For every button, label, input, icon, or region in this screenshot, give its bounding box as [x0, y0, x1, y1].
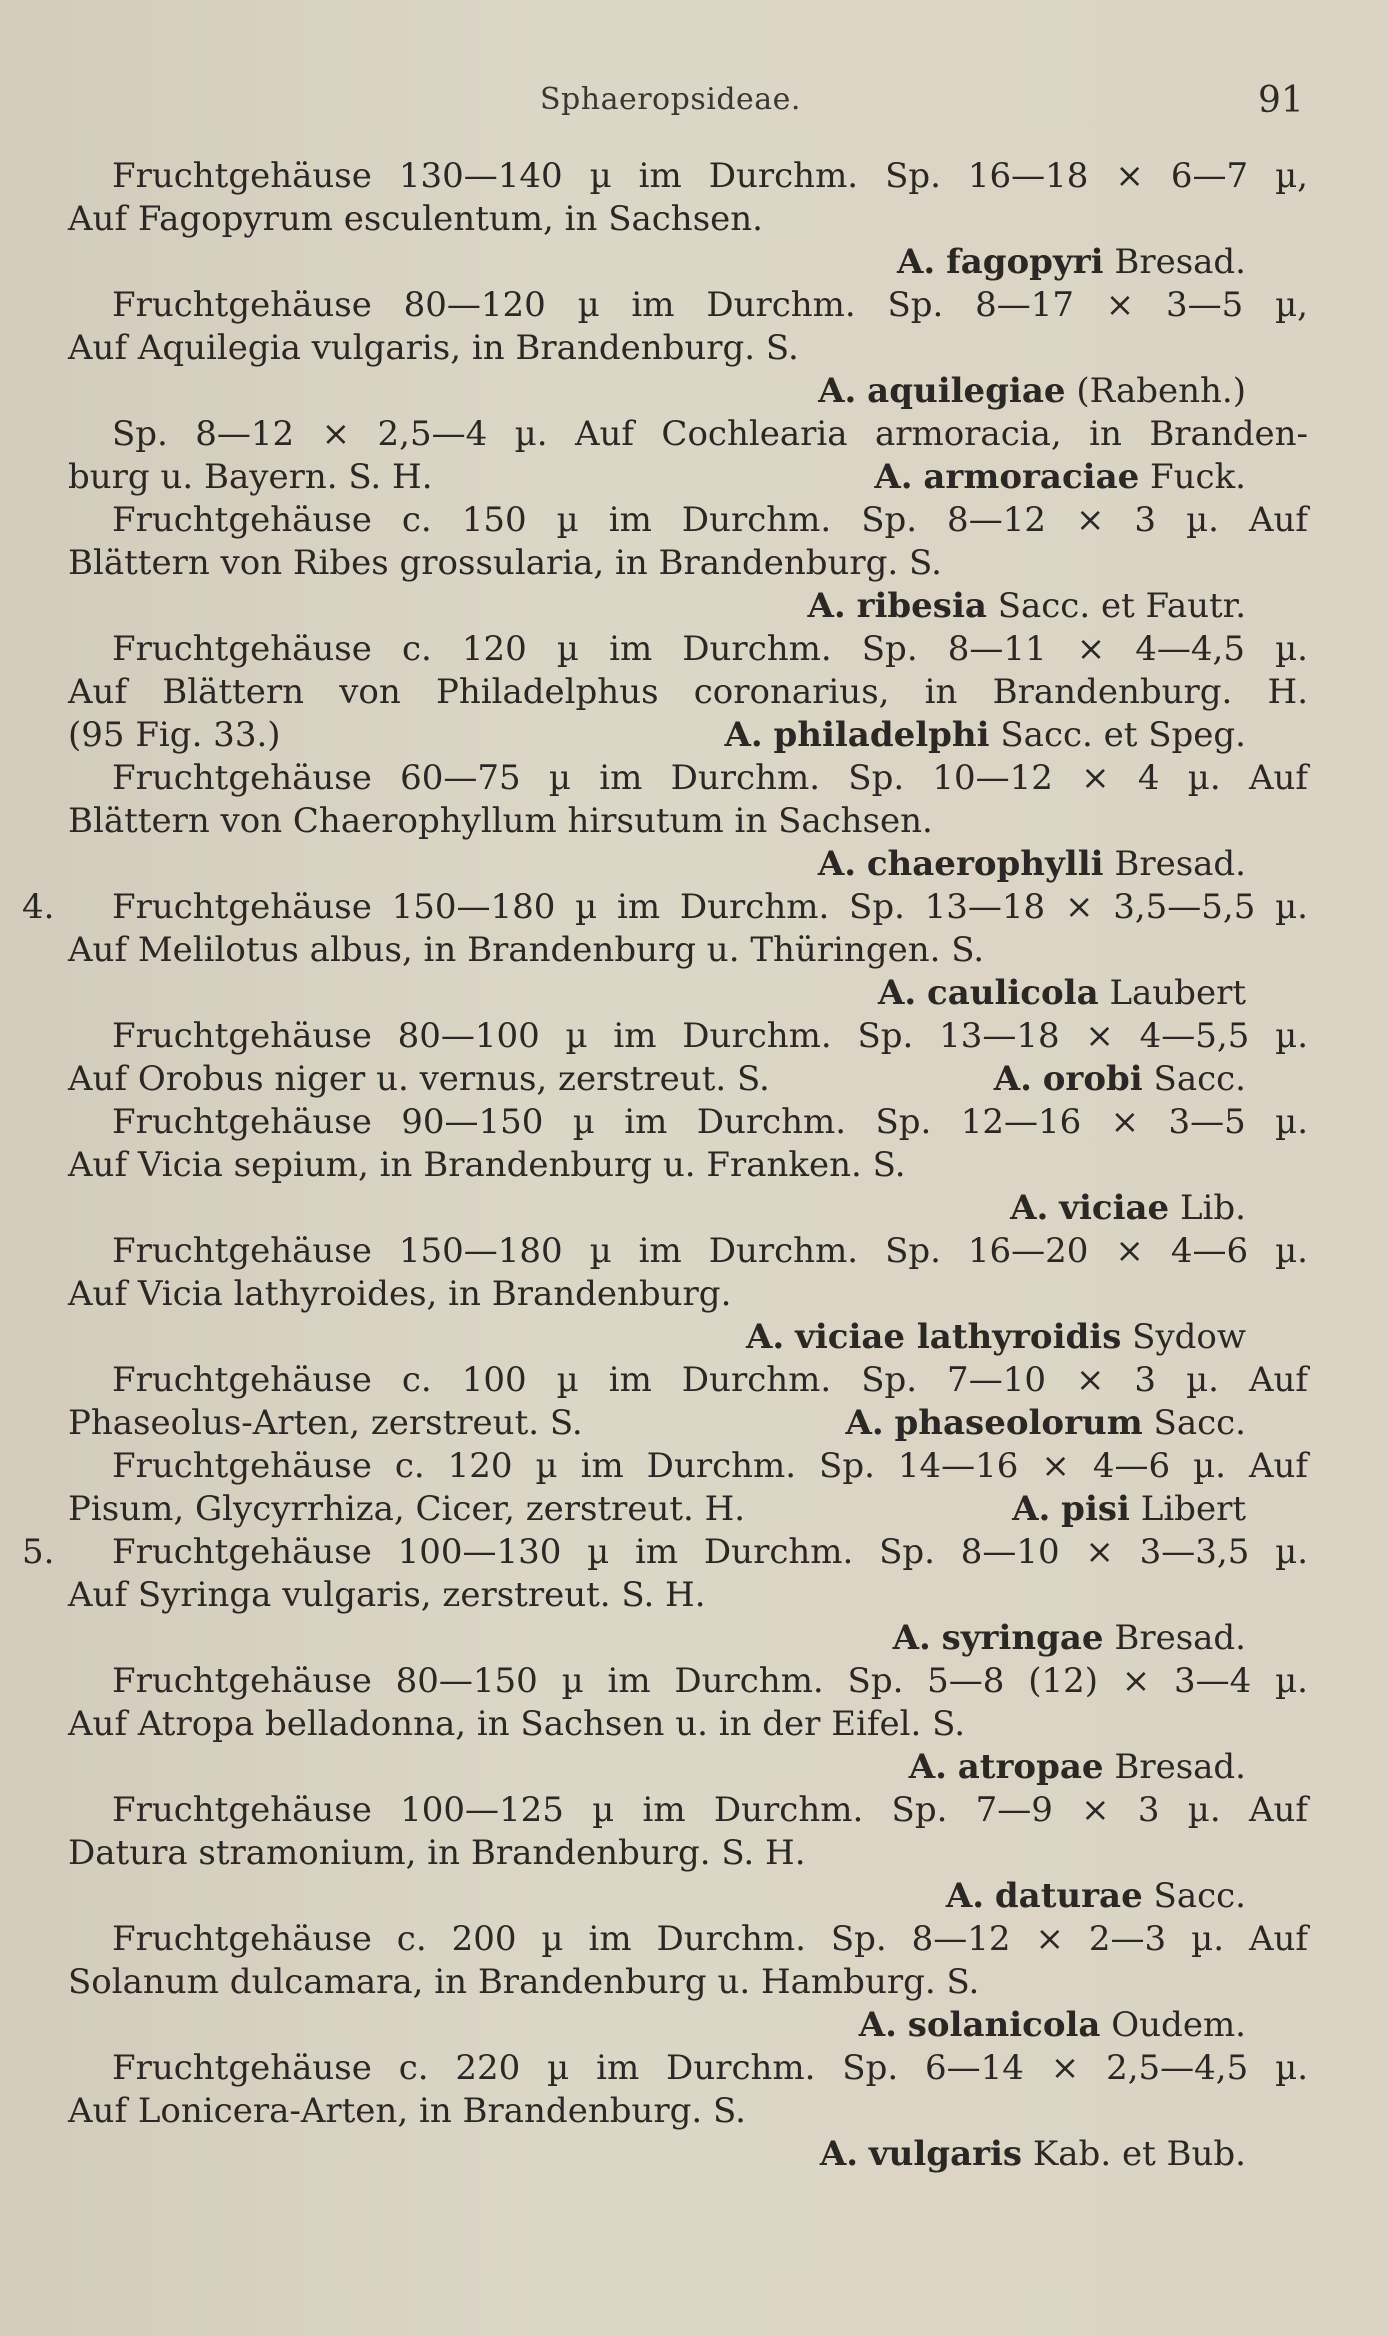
description-text: (95 Fig. 33.)	[68, 715, 281, 755]
species-entry	[68, 1789, 1308, 1918]
species-entry	[68, 628, 1308, 757]
species-author: Lib.	[1179, 1188, 1246, 1228]
description-line: Sp. 8—12 × 2,5—4 µ. Auf Cochlearia armoracia, in Branden-	[112, 414, 1308, 454]
species-author: Fuck.	[1150, 457, 1246, 497]
species-name	[68, 1187, 1308, 1230]
species-name	[68, 370, 1308, 413]
species-epithet: fagopyri	[946, 242, 1104, 282]
species-epithet: philadelphi	[773, 715, 990, 755]
species-entry	[68, 499, 1308, 628]
genus-abbrev: A.	[746, 1317, 785, 1357]
description-line: Fruchtgehäuse 100—125 µ im Durchm. Sp. 7—9 × 3 µ. Auf	[112, 1790, 1308, 1830]
description-text: Auf Orobus niger u. vernus, zerstreut. S.	[68, 1059, 770, 1099]
species-epithet: chaerophylli	[866, 844, 1104, 884]
genus-abbrev: A.	[845, 1403, 884, 1443]
description-line	[68, 1402, 1308, 1445]
species-name	[68, 1316, 1308, 1359]
key-number: 4.	[22, 887, 55, 927]
species-author: (Rabenh.)	[1076, 371, 1246, 411]
description-line: Fruchtgehäuse c. 120 µ im Durchm. Sp. 14—16 × 4—6 µ. Auf	[112, 1446, 1308, 1486]
species-author: Bresad.	[1114, 844, 1246, 884]
species-name	[68, 843, 1308, 886]
genus-abbrev: A.	[819, 2134, 859, 2174]
description-line: Fruchtgehäuse 80—120 µ im Durchm. Sp. 8—17 × 3—5 µ,	[112, 285, 1308, 325]
description-line: Auf Fagopyrum esculentum, in Sachsen.	[68, 199, 763, 239]
species-epithet: daturae	[994, 1876, 1143, 1916]
genus-abbrev: A.	[908, 1747, 947, 1787]
description-text: Phaseolus-Arten, zerstreut. S.	[68, 1403, 583, 1443]
species-entry	[68, 1101, 1308, 1230]
genus-abbrev: A.	[877, 973, 917, 1013]
genus-abbrev: A.	[892, 1618, 931, 1658]
species-author: Sydow	[1132, 1317, 1246, 1357]
species-entry	[68, 1660, 1308, 1789]
species-name	[724, 714, 1308, 757]
genus-abbrev: A.	[1010, 1188, 1049, 1228]
species-author: Oudem.	[1111, 2005, 1246, 2045]
genus-abbrev: A.	[818, 371, 857, 411]
species-name	[874, 456, 1308, 499]
species-epithet: orobi	[1042, 1059, 1143, 1099]
genus-abbrev: A.	[817, 844, 857, 884]
description-line: Fruchtgehäuse c. 150 µ im Durchm. Sp. 8—12 × 3 µ. Auf	[112, 500, 1308, 540]
description-line: Fruchtgehäuse c. 220 µ im Durchm. Sp. 6—14 × 2,5—4,5 µ.	[112, 2048, 1308, 2088]
description-line: Fruchtgehäuse 130—140 µ im Durchm. Sp. 16—18 × 6—7 µ,	[112, 156, 1308, 196]
description-line: Fruchtgehäuse c. 100 µ im Durchm. Sp. 7—10 × 3 µ. Auf	[112, 1360, 1308, 1400]
species-author: Bresad.	[1114, 1747, 1246, 1787]
species-epithet: caulicola	[927, 973, 1099, 1013]
page-number: 91	[1258, 80, 1304, 121]
species-name	[68, 241, 1308, 284]
species-author: Sacc.	[1153, 1876, 1246, 1916]
description-line: Fruchtgehäuse 80—100 µ im Durchm. Sp. 13—18 × 4—5,5 µ.	[112, 1016, 1308, 1056]
description-line: Auf Vicia sepium, in Brandenburg u. Franken. S.	[68, 1145, 906, 1185]
species-epithet: atropae	[957, 1747, 1104, 1787]
species-entry	[68, 1230, 1308, 1359]
description-line: Auf Blättern von Philadelphus coronarius, in Brandenburg. H.	[68, 672, 1308, 712]
species-name	[1012, 1488, 1308, 1531]
description-line: Fruchtgehäuse 100—130 µ im Durchm. Sp. 8—10 × 3—3,5 µ.	[112, 1532, 1308, 1572]
description-line: Blättern von Chaerophyllum hirsutum in Sachsen.	[68, 801, 933, 841]
species-name	[68, 1875, 1308, 1918]
species-epithet: armoraciae	[923, 457, 1140, 497]
species-entry	[68, 2047, 1308, 2176]
species-name	[68, 585, 1308, 628]
description-line: Fruchtgehäuse 150—180 µ im Durchm. Sp. 16—20 × 4—6 µ.	[112, 1231, 1308, 1271]
species-entry	[22, 886, 1308, 1015]
genus-abbrev: A.	[874, 457, 913, 497]
description-line: Auf Vicia lathyroides, in Brandenburg.	[68, 1274, 732, 1314]
description-line: Fruchtgehäuse c. 200 µ im Durchm. Sp. 8—12 × 2—3 µ. Auf	[112, 1919, 1308, 1959]
key-number: 5.	[22, 1532, 55, 1572]
species-author: Sacc.	[1153, 1403, 1246, 1443]
description-line: Blättern von Ribes grossularia, in Brandenburg. S.	[68, 543, 942, 583]
species-epithet: aquilegiae	[867, 371, 1066, 411]
genus-abbrev: A.	[945, 1876, 985, 1916]
description-line: Fruchtgehäuse 150—180 µ im Durchm. Sp. 13—18 × 3,5—5,5 µ.	[112, 887, 1308, 927]
species-epithet: pisi	[1061, 1489, 1130, 1529]
description-text: burg u. Bayern. S. H.	[68, 457, 433, 497]
species-author: Sacc. et Fautr.	[997, 586, 1246, 626]
species-author: Sacc. et Speg.	[1000, 715, 1246, 755]
species-name	[68, 2004, 1308, 2047]
species-name	[68, 972, 1308, 1015]
species-epithet: vulgaris	[868, 2134, 1023, 2174]
description-line: Auf Melilotus albus, in Brandenburg u. Thüringen. S.	[68, 930, 985, 970]
description-line: Auf Syringa vulgaris, zerstreut. S. H.	[68, 1575, 706, 1615]
genus-abbrev: A.	[1012, 1489, 1051, 1529]
genus-abbrev: A.	[897, 242, 936, 282]
species-entry	[22, 1531, 1308, 1660]
species-list	[22, 155, 1308, 2176]
description-line: Fruchtgehäuse 60—75 µ im Durchm. Sp. 10—12 × 4 µ. Auf	[112, 758, 1308, 798]
running-head: Sphaeropsideae.	[540, 82, 801, 117]
description-line: Auf Aquilegia vulgaris, in Brandenburg. S.	[68, 328, 799, 368]
genus-abbrev: A.	[724, 715, 763, 755]
species-epithet: ribesia	[856, 586, 987, 626]
species-entry	[68, 1359, 1308, 1445]
species-name	[68, 2133, 1308, 2176]
genus-abbrev: A.	[858, 2005, 897, 2045]
genus-abbrev: A.	[807, 586, 846, 626]
species-epithet: viciae lathyroidis	[795, 1317, 1122, 1357]
genus-abbrev: A.	[993, 1059, 1032, 1099]
description-line: Solanum dulcamara, in Brandenburg u. Hamburg. S.	[68, 1962, 980, 2002]
description-line: Auf Lonicera-Arten, in Brandenburg. S.	[68, 2091, 746, 2131]
species-entry	[68, 757, 1308, 886]
species-author: Kab. et Bub.	[1032, 2134, 1246, 2174]
species-entry	[68, 413, 1308, 499]
species-entry	[68, 155, 1308, 284]
description-line: Auf Atropa belladonna, in Sachsen u. in der Eifel. S.	[68, 1704, 966, 1744]
species-entry	[68, 1445, 1308, 1531]
species-author: Laubert	[1109, 973, 1246, 1013]
species-entry	[68, 1918, 1308, 2047]
description-line	[68, 1488, 1308, 1531]
species-epithet: viciae	[1059, 1188, 1170, 1228]
page-header	[0, 80, 1388, 130]
species-author: Sacc.	[1153, 1059, 1246, 1099]
description-line	[68, 456, 1308, 499]
species-epithet: syringae	[941, 1618, 1104, 1658]
species-author: Bresad.	[1114, 242, 1246, 282]
species-name	[68, 1617, 1308, 1660]
species-name	[846, 1402, 1309, 1445]
species-epithet: phaseolorum	[894, 1403, 1143, 1443]
description-line	[68, 1058, 1308, 1101]
description-line: Datura stramonium, in Brandenburg. S. H.	[68, 1833, 806, 1873]
species-name	[68, 1746, 1308, 1789]
species-epithet: solanicola	[907, 2005, 1101, 2045]
species-entry	[68, 1015, 1308, 1101]
description-line: Fruchtgehäuse 80—150 µ im Durchm. Sp. 5—8 (12) × 3—4 µ.	[112, 1661, 1308, 1701]
description-line: Fruchtgehäuse c. 120 µ im Durchm. Sp. 8—11 × 4—4,5 µ.	[112, 629, 1308, 669]
species-author: Libert	[1140, 1489, 1246, 1529]
species-entry	[68, 284, 1308, 413]
description-line: Fruchtgehäuse 90—150 µ im Durchm. Sp. 12—16 × 3—5 µ.	[112, 1102, 1308, 1142]
species-name	[994, 1058, 1308, 1101]
species-author: Bresad.	[1114, 1618, 1246, 1658]
description-text: Pisum, Glycyrrhiza, Cicer, zerstreut. H.	[68, 1489, 746, 1529]
description-line	[68, 714, 1308, 757]
